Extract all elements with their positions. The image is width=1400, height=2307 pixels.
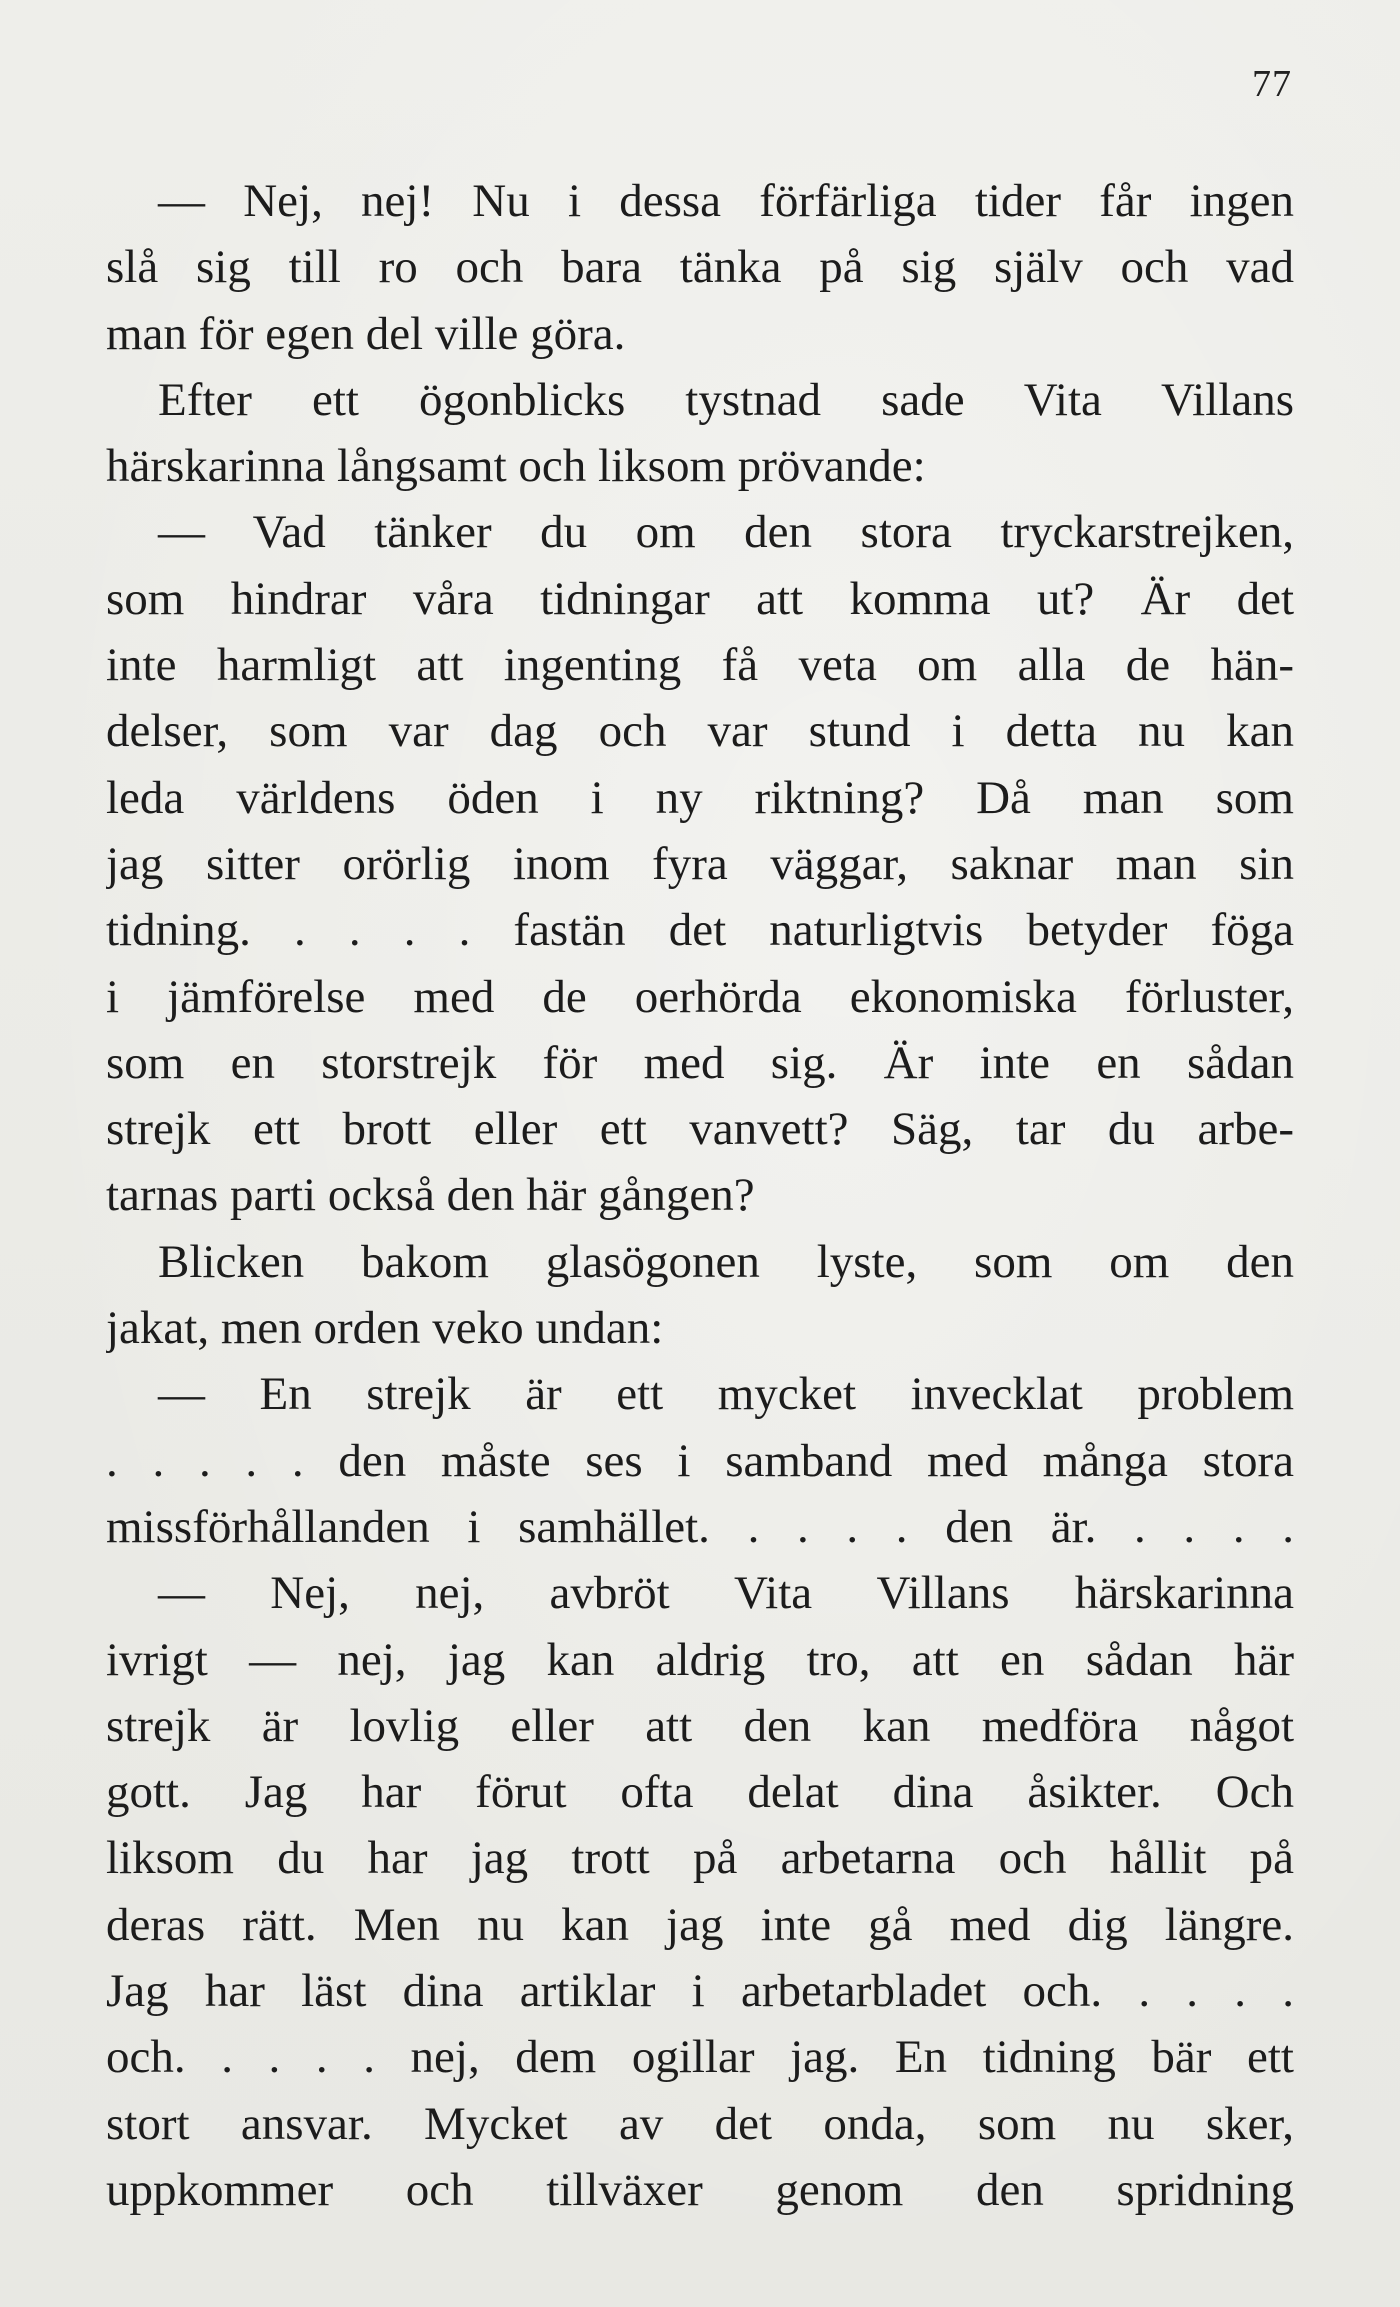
text-line: . . . . . den måste ses i samband med många stora [106,1434,1294,1487]
text-line: strejk är lovlig eller att den kan medföra något [106,1699,1294,1752]
text-line: ivrigt — nej, jag kan aldrig tro, att en sådan här [106,1633,1294,1686]
text-line: — Nej, nej, avbröt Vita Villans härskarinna [158,1567,1294,1620]
text-line: uppkommer och tillväxer genom den spridning [106,2163,1294,2216]
text-line: inte harmligt att ingenting få veta om alla de hän- [106,639,1294,692]
text-line: jag sitter orörlig inom fyra väggar, saknar man sin [106,837,1294,890]
text-line: Blicken bakom glasögonen lyste, som om den [158,1235,1294,1288]
body-text [106,168,1294,2223]
text-line: — En strejk är ett mycket invecklat problem [158,1368,1294,1421]
text-line: delser, som var dag och var stund i detta nu kan [106,705,1294,758]
text-line: liksom du har jag trott på arbetarna och hållit på [106,1832,1294,1885]
text-line: i jämförelse med de oerhörda ekonomiska förluster, [106,970,1294,1023]
text-line: slå sig till ro och bara tänka på sig själv och vad [106,241,1294,294]
text-line: strejk ett brott eller ett vanvett? Säg, tar du arbe- [106,1103,1294,1156]
text-line: Efter ett ögonblicks tystnad sade Vita Villans [158,373,1294,426]
text-line: som en storstrejk för med sig. Är inte en sådan [106,1036,1294,1089]
text-line: tarnas parti också den här gången? [106,1169,755,1222]
text-line: stort ansvar. Mycket av det onda, som nu sker, [106,2097,1294,2150]
text-line: — Nej, nej! Nu i dessa förfärliga tider får ingen [158,175,1294,227]
text-line: härskarinna långsamt och liksom prövande: [106,440,926,493]
page-number: 77 [1252,63,1292,105]
text-line: tidning. . . . . fastän det naturligtvis betyder föga [106,904,1294,957]
text-line: missförhållanden i samhället. . . . . den är. . . . . [106,1500,1294,1553]
text-line: man för egen del ville göra. [106,307,626,360]
text-line: deras rätt. Men nu kan jag inte gå med dig längre. [106,1898,1294,1951]
text-line: jakat, men orden veko undan: [106,1302,664,1355]
text-line: — Vad tänker du om den stora tryckarstrejken, [158,506,1294,559]
text-line: leda världens öden i ny riktning? Då man som [106,771,1294,824]
text-line: Jag har läst dina artiklar i arbetarbladet och. . . . . [106,1965,1294,2018]
text-line: och. . . . . nej, dem ogillar jag. En tidning bär ett [106,2031,1294,2084]
text-line: som hindrar våra tidningar att komma ut? Är det [106,572,1294,625]
text-line: gott. Jag har förut ofta delat dina åsikter. Och [106,1766,1294,1819]
